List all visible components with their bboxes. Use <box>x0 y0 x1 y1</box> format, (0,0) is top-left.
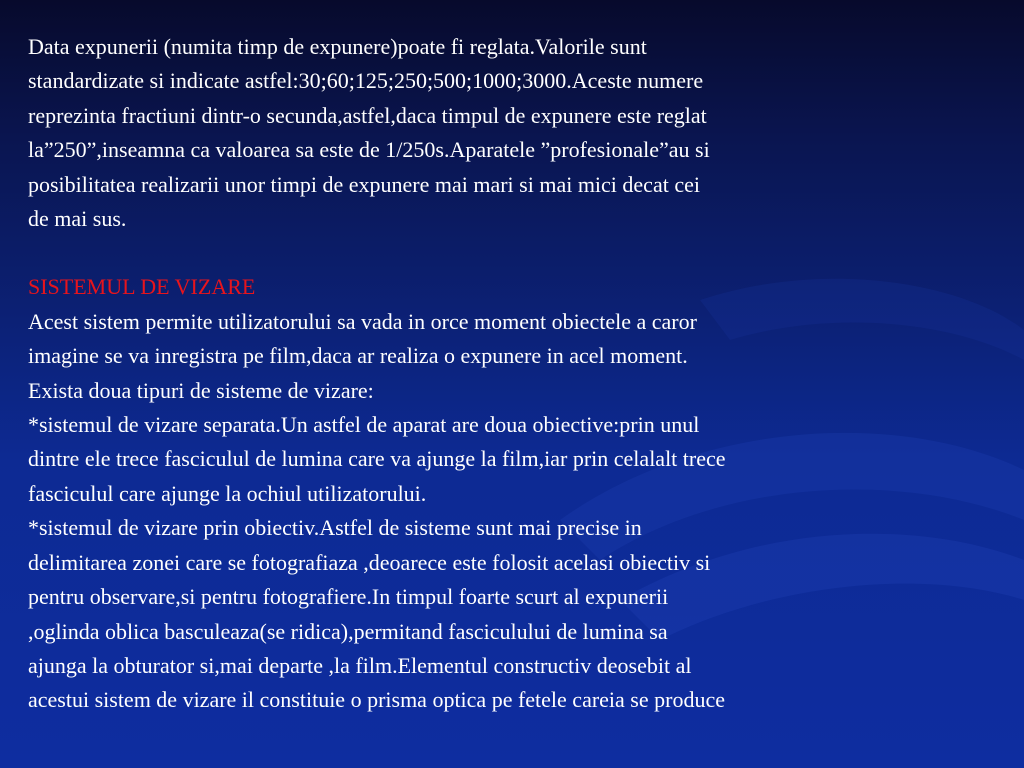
spacer <box>28 236 988 270</box>
section-title: SISTEMUL DE VIZARE <box>28 274 256 300</box>
viewfinder-intro-paragraph: Acest sistem permite utilizatorului sa vada in orce moment obiectele a caror imagine se va inregistra pe film,daca ar realiza o expunere in acel moment. Exista doua tipuri de sisteme de vizare: <box>28 308 697 403</box>
intro-paragraph: Data expunerii (numita timp de expunere)poate fi reglata.Valorile sunt standardizate si indicate astfel:30;60;125;250;500;1000;3000.Aceste numere reprezinta fractiuni dintr-o secunda,astfel,daca timpul de expunere este reglat la”250”,inseamna ca valoarea sa este de 1/250s.Aparatele ”profesionale”au si posibilitatea realizarii unor timpi de expunere mai mari si mai mici decat cei de mai sus. <box>28 34 710 232</box>
separate-viewfinder-paragraph: *sistemul de vizare separata.Un astfel de aparat are doua obiective:prin unul dintre ele trece fasciculul de lumina care va ajunge la film,iar prin celalalt trece fasciculul care ajunge la ochiul utilizatorului. <box>28 412 726 506</box>
slide-content <box>28 30 988 718</box>
through-lens-viewfinder-paragraph: *sistemul de vizare prin obiectiv.Astfel de sisteme sunt mai precise in delimitarea zonei care se fotografiaza ,deoarece este folosit acelasi obiectiv si pentru observare,si pentru fotografiere.In timpul foarte scurt al expunerii ,oglinda oblica basculeaza(se ridica),permitand fasciculului de lumina sa ajunga la obturator si,mai departe ,la film.Elementul constructiv deosebit al acestui sistem de vizare il constituie o prisma optica pe fetele careia se produce <box>28 515 725 713</box>
